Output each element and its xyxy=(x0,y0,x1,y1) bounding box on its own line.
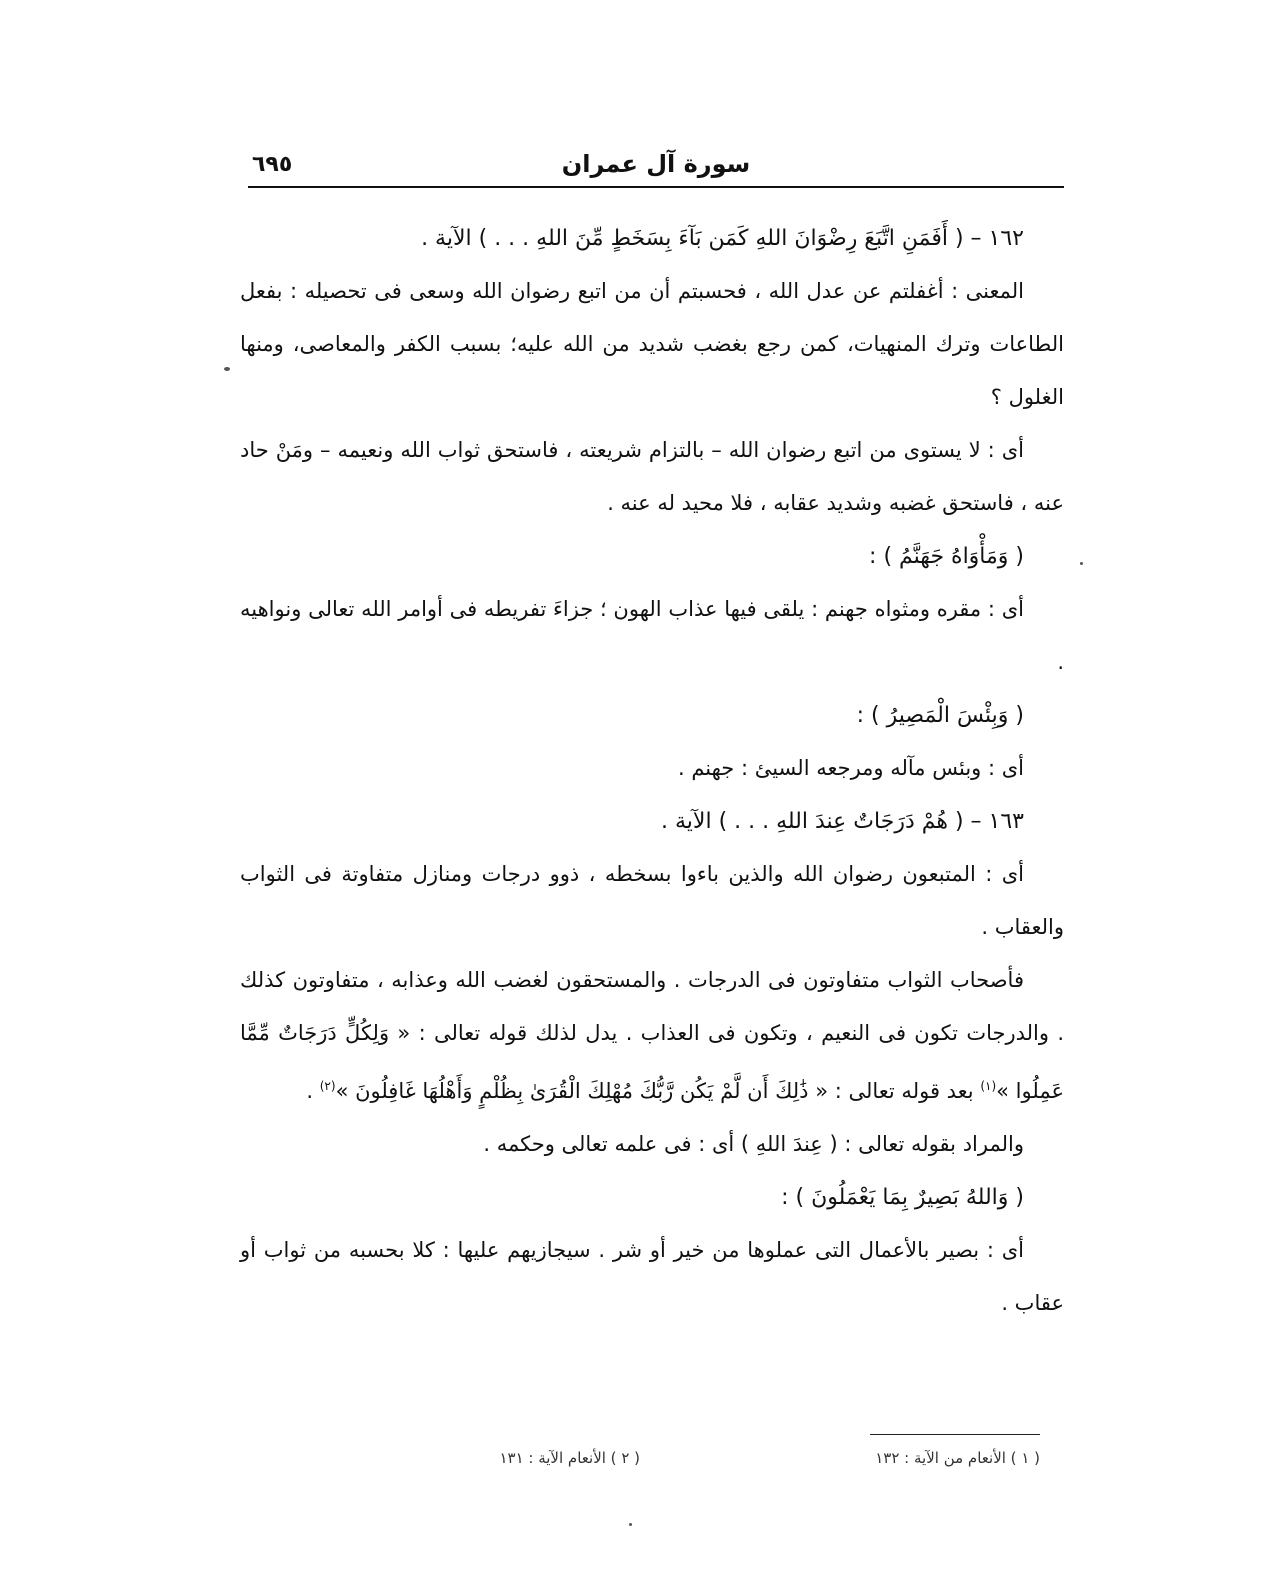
explanation-paragraph-degrees xyxy=(240,954,1064,1118)
page-number: ٦٩٥ xyxy=(252,152,293,177)
footnote-marker-1: (١) xyxy=(980,1079,997,1093)
explanation-paragraph: أى : بصير بالأعمال التى عملوها من خير أو شر . سيجازيهم عليها : كلا بحسبه من ثواب أو عقاب . xyxy=(240,1238,1064,1315)
verse-phrase-abode: ( وَمَأْوَاهُ جَهَنَّمُ ) : xyxy=(869,544,1024,569)
paragraph-text: . xyxy=(306,1079,320,1103)
paragraph-text: فأصحاب الثواب متفاوتون فى الدرجات . والمستحقون لغضب الله وعذابه ، متفاوتون كذلك . والدرجات تكون فى النعيم ، وتكون فى العذاب . يدل لذلك قوله تعالى : « وَلِكُلٍّ دَرَجَاتٌ مِّمَّا عَمِلُوا » xyxy=(240,968,1064,1103)
verse-phrase-seeing: ( وَاللهُ بَصِيرٌ بِمَا يَعْمَلُونَ ) : xyxy=(781,1185,1024,1210)
verse-163-heading: ١٦٣ – ( هُمْ دَرَجَاتٌ عِندَ اللهِ . . . ) الآية . xyxy=(661,809,1024,834)
scan-speck xyxy=(224,367,230,371)
scan-speck xyxy=(1080,562,1083,565)
footnote-1: ( ١ ) الأنعام من الآية : ١٣٢ xyxy=(875,1449,1040,1467)
explanation-paragraph: أى : لا يستوى من اتبع رضوان الله – بالتزام شريعته ، فاستحق ثواب الله ونعيمه – ومَنْ حاد عنه ، فاستحق غضبه وشديد عقابه ، فلا محيد له عنه . xyxy=(240,438,1064,515)
explanation-paragraph: والمراد بقوله تعالى : ( عِندَ اللهِ ) أى : فى علمه تعالى وحكمه . xyxy=(483,1132,1024,1156)
header-divider xyxy=(248,186,1064,188)
verse-phrase-destination: ( وَبِئْسَ الْمَصِيرُ ) : xyxy=(856,703,1024,728)
meaning-paragraph: المعنى : أغفلتم عن عدل الله ، فحسبتم أن من اتبع رضوان الله وسعى فى تحصيله : بفعل الطاعات وترك المنهيات، كمن رجع بغضب شديد من الله عليه؛ بسبب الكفر والمعاصى، ومنها الغلول ؟ xyxy=(240,279,1064,409)
page-header xyxy=(248,146,1064,188)
footnote-2: ( ٢ ) الأنعام الآية : ١٣١ xyxy=(499,1449,640,1467)
explanation-paragraph: أى : مقره ومثواه جهنم : يلقى فيها عذاب الهون ؛ جزاءَ تفريطه فى أوامر الله تعالى ونواهيه . xyxy=(240,597,1064,674)
paragraph-text: بعد قوله تعالى : « ذَٰلِكَ أَن لَّمْ يَكُن رَّبُّكَ مُهْلِكَ الْقُرَىٰ بِظُلْمٍ وَأَهْلُهَا غَافِلُونَ » xyxy=(335,1079,981,1103)
scan-speck xyxy=(629,1523,632,1526)
footnote-divider xyxy=(870,1434,1040,1435)
footnote-marker-2: (٢) xyxy=(319,1079,336,1093)
footnotes xyxy=(420,1449,1040,1475)
explanation-paragraph: أى : وبئس مآله ومرجعه السيئ : جهنم . xyxy=(677,756,1024,780)
explanation-paragraph: أى : المتبعون رضوان الله والذين باءوا بسخطه ، ذوو درجات ومنازل متفاوتة فى الثواب والعقاب . xyxy=(240,862,1064,939)
verse-162-heading: ١٦٢ – ( أَفَمَنِ اتَّبَعَ رِضْوَانَ اللهِ كَمَن بَآءَ بِسَخَطٍ مِّنَ اللهِ . . . ) الآية . xyxy=(421,226,1024,251)
surah-title: سورة آل عمران xyxy=(561,150,751,178)
body-text xyxy=(240,212,1064,1330)
